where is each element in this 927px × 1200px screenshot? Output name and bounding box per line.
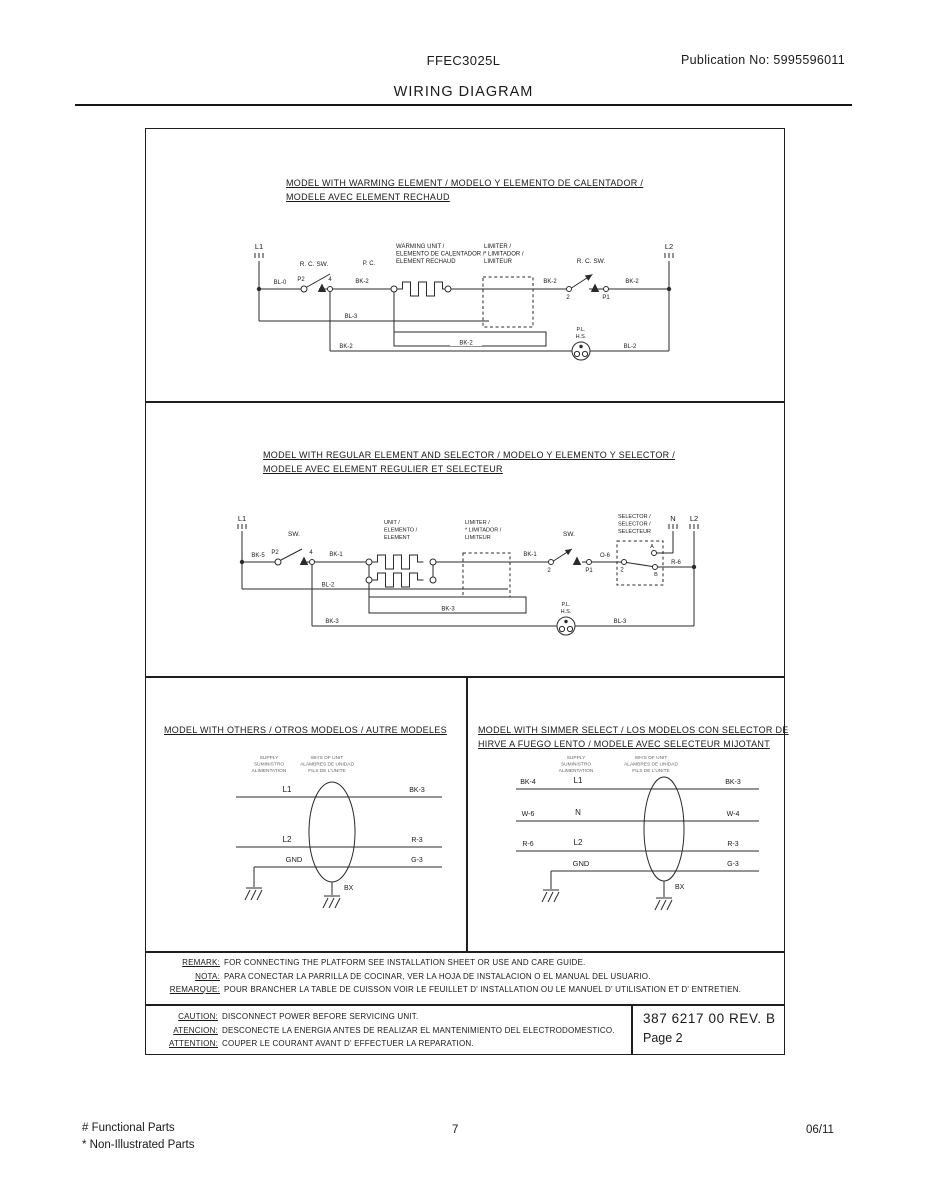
right-switch-blade	[552, 547, 574, 564]
left-switch-blade	[307, 274, 330, 287]
document-number: 387 6217 00 REV. B	[643, 1011, 776, 1026]
unit-label-1: WARMING UNIT /	[396, 244, 445, 250]
remark-line-fr	[156, 983, 776, 997]
lamp-label-1: P.L.	[561, 602, 571, 608]
stack-left-1: SUPPLY	[259, 756, 279, 761]
wire-o6: O-6	[599, 553, 611, 559]
remark-label-es: NOTA:	[195, 971, 220, 981]
terminal-2	[567, 287, 572, 292]
caution-text-fr: COUPER LE COURANT AVANT D' EFFECTUER LA REPARATION.	[222, 1039, 474, 1048]
stack-right-3: FILS DE L'UNITE	[308, 769, 346, 774]
bx-label: BX	[344, 885, 354, 892]
row3-center: L2	[573, 838, 583, 847]
section2-title	[263, 448, 675, 476]
section1-title	[286, 176, 643, 204]
row1-center: L1	[573, 776, 583, 785]
section-divider-1	[146, 401, 784, 403]
selector-contact-a	[652, 551, 657, 556]
remark-label-fr: REMARQUE:	[169, 985, 220, 994]
caution-text-en: DISCONNECT POWER BEFORE SERVICING UNIT.	[222, 1012, 419, 1021]
l2-supply-marks	[690, 524, 698, 529]
contact-b-label: B	[654, 572, 658, 578]
stack-right-1: WH'S OF UNIT	[634, 756, 668, 761]
wire-bl2: BL-2	[623, 344, 637, 350]
wire-bl3: BL-3	[344, 314, 358, 320]
caution-text-es: DESCONECTE LA ENERGIA ANTES DE REALIZAR EL MANTENIMIENTO DEL ELECTRODOMESTICO.	[222, 1025, 615, 1035]
element-terminal-bl	[366, 577, 372, 583]
limiter-label-1: LIMITER /	[465, 520, 490, 526]
footer-date: 06/11	[806, 1124, 834, 1136]
panel-divider	[466, 676, 468, 951]
panel4-title	[478, 723, 789, 751]
remark-text-en: FOR CONNECTING THE PLATFORM SEE INSTALLATION SHEET OR USE AND CARE GUIDE.	[224, 958, 586, 967]
bx-label: BX	[675, 884, 685, 891]
l1-supply-marks	[255, 253, 263, 258]
lamp-label-1: P.L.	[576, 327, 586, 333]
remark-text-fr: POUR BRANCHER LA TABLE DE CUISSON VOIR LE FEUILLET D' INSTALLATION OU LE MANUEL D' UTILISATION ET D' ENTRETIEN.	[224, 985, 742, 994]
caution-label-es: ATENCION:	[173, 1025, 218, 1035]
l1-label: L1	[237, 514, 247, 523]
unit-label-1: UNIT /	[384, 520, 400, 526]
section1-title-line2: MODELE AVEC ELEMENT RECHAUD	[286, 192, 450, 202]
regular-element-schematic	[236, 509, 716, 659]
warming-element-schematic	[246, 237, 686, 392]
terminal-p2	[301, 286, 307, 292]
row2-center: N	[575, 808, 581, 817]
right-switch-label: R. C. SW.	[576, 258, 606, 265]
caution-cell-divider	[631, 1004, 633, 1054]
others-terminal-diagram	[164, 749, 464, 934]
row3-right: G-3	[411, 857, 423, 864]
wire-bk5: BK-5	[251, 553, 265, 559]
row3-right: R-3	[727, 841, 739, 848]
element-terminal-tr	[430, 559, 436, 565]
footer-page-number: 7	[452, 1124, 459, 1136]
remark-text-es: PARA CONECTAR LA PARRILLA DE COCINAR, VER LA HOJA DE INSTALACION O EL MANUAL DEL USUARIO.	[224, 971, 651, 981]
panel4-title-line2: HIRVE A FUEGO LENTO / MODELE AVEC SELECTEUR MIJOTANT	[478, 739, 770, 749]
section-divider-2	[146, 676, 784, 678]
unit-label-3: ELEMENT RECHAUD	[396, 259, 456, 265]
element-row1	[373, 555, 424, 569]
selector-terminal-2-label: 2	[620, 567, 624, 574]
terminal-4-label: 4	[309, 550, 313, 556]
l2-junction	[692, 565, 696, 569]
section2-title-line1: MODEL WITH REGULAR ELEMENT AND SELECTOR / MODELO Y ELEMENTO Y SELECTOR /	[263, 450, 676, 460]
unit-label-2: ELEMENTO /	[384, 527, 418, 534]
element-row2	[373, 573, 424, 587]
footer-note-non-illustrated: * Non-Illustrated Parts	[82, 1139, 195, 1151]
section2-title-line2: MODELE AVEC ELEMENT REGULIER ET SELECTEUR	[263, 464, 503, 474]
left-switch-label: R. C. SW.	[299, 261, 329, 268]
connector-marker-right	[591, 284, 599, 293]
remark-divider	[146, 951, 784, 953]
stack-left-3: ALIMENTATION	[251, 769, 287, 774]
left-switch-label: SW.	[288, 531, 300, 538]
terminal-4-label: 4	[328, 277, 332, 283]
row4-center: GND	[572, 859, 590, 868]
warming-element-symbol	[398, 282, 448, 296]
terminal-p1	[587, 560, 592, 565]
wire-bk2-bottom: BK-2	[339, 344, 353, 350]
terminal-4	[310, 560, 315, 565]
row2-center: L2	[282, 835, 292, 844]
connector-marker-left	[318, 284, 326, 293]
row4-right: G-3	[727, 861, 739, 868]
publication-number: Publication No: 5995596011	[681, 53, 845, 67]
caution-box	[154, 1010, 624, 1051]
element-terminal-left	[391, 286, 397, 292]
wire-bk2-a: BK-2	[355, 279, 369, 285]
element-terminal-right	[445, 286, 451, 292]
connector-marker-right	[573, 557, 581, 566]
wire-bk3-bottom: BK-3	[325, 619, 339, 625]
ground-symbol-bx	[323, 896, 340, 908]
document-page: Page 2	[643, 1031, 683, 1045]
wire-bk2-loop: BK-2	[459, 340, 473, 347]
terminal-p1	[604, 287, 609, 292]
stack-left-1: SUPPLY	[566, 756, 586, 761]
terminal-p1-label: P1	[585, 568, 593, 574]
l1-label: L1	[254, 242, 264, 251]
left-switch-blade	[281, 549, 302, 560]
n-label: N	[670, 514, 676, 523]
connector-marker-left	[300, 557, 308, 566]
selector-blade	[627, 563, 653, 567]
header-rule	[75, 104, 852, 106]
element-terminal-br	[430, 577, 436, 583]
caution-line-en	[154, 1010, 624, 1024]
row3-left: R-6	[522, 841, 534, 848]
row2-left: W-6	[521, 811, 535, 818]
remark-box	[156, 956, 776, 997]
row1-right: BK-3	[725, 779, 741, 786]
wire-bk2-c: BK-2	[625, 279, 639, 285]
limiter-box	[463, 553, 510, 597]
selector-label-3: SELECTEUR	[618, 529, 652, 535]
l2-label: L2	[689, 514, 699, 523]
unit-label-2: ELEMENTO DE CALENTADOR /	[396, 251, 485, 258]
right-switch-blade	[570, 272, 594, 291]
stack-left-2: SUMINISTRO	[560, 762, 592, 768]
caution-line-fr	[154, 1037, 624, 1051]
limiter-label-3: LIMITEUR	[465, 535, 491, 541]
pc-label: P. C.	[362, 261, 376, 267]
terminal-p2-label: P2	[297, 277, 305, 283]
stack-right-2: ALAMBRES DE UNIDAD	[300, 762, 354, 768]
model-number: FFEC3025L	[426, 53, 501, 68]
selector-terminal-2	[622, 560, 627, 565]
wire-bk2-b: BK-2	[543, 279, 557, 285]
terminal-2	[549, 560, 554, 565]
section1-title-line1: MODEL WITH WARMING ELEMENT / MODELO Y ELEMENTO DE CALENTADOR /	[286, 178, 644, 188]
row3-center: GND	[285, 855, 303, 864]
selector-label-2: SELECTOR /	[618, 521, 651, 528]
l2-junction	[667, 287, 671, 291]
panel3-title-line1: MODEL WITH OTHERS / OTROS MODELOS / AUTRE MODELES	[164, 725, 447, 735]
row2-right: R-3	[411, 837, 423, 844]
limiter-label-1: LIMITER /	[484, 244, 512, 250]
caution-divider	[146, 1004, 784, 1006]
wiring-diagram-frame	[145, 128, 789, 1055]
panel4-title-line1: MODEL WITH SIMMER SELECT / LOS MODELOS CON SELECTOR DE	[478, 725, 789, 735]
selector-label-1: SELECTOR /	[618, 514, 651, 520]
row1-center: L1	[282, 785, 292, 794]
ground-symbol-bx	[655, 898, 672, 910]
stack-left-2: SUMINISTRO	[253, 762, 285, 768]
terminal-p2-label: P2	[271, 550, 279, 556]
wire-bl3: BL-3	[613, 619, 627, 625]
l2-supply-marks	[665, 253, 673, 258]
l1-junction	[240, 560, 244, 564]
l1-junction	[257, 287, 261, 291]
right-switch-label: SW.	[563, 531, 575, 538]
contact-a-label: A	[650, 544, 654, 550]
remark-label-en: REMARK:	[182, 958, 220, 967]
hot-surface-lamp	[572, 342, 590, 360]
limiter-label-2: * LIMITADOR /	[484, 251, 524, 258]
l2-label: L2	[664, 242, 674, 251]
row1-left: BK-4	[520, 779, 536, 786]
remark-line-es	[156, 970, 776, 984]
row2-right: W-4	[726, 811, 740, 818]
remark-line-en	[156, 956, 776, 970]
stack-right-3: FILS DE L'UNITE	[632, 769, 670, 774]
wire-bk3-loop: BK-3	[441, 606, 455, 613]
n-supply-marks	[669, 524, 677, 529]
page-title: WIRING DIAGRAM	[393, 84, 534, 100]
terminal-2-label: 2	[566, 295, 570, 301]
footer-notes	[82, 1120, 195, 1154]
wire-bk1-a: BK-1	[329, 552, 343, 558]
selector-contact-b	[653, 565, 658, 570]
element-terminal-tl	[366, 559, 372, 565]
stack-left-3: ALIMENTATION	[558, 769, 594, 774]
lamp-label-2: H.S.	[575, 334, 587, 340]
lamp-label-2: H.S.	[560, 609, 572, 615]
caution-label-en: CAUTION:	[178, 1012, 218, 1021]
terminal-p2	[275, 559, 281, 565]
wire-r6: R-6	[671, 560, 681, 566]
limiter-box	[483, 277, 533, 327]
cable-conduit	[644, 777, 684, 881]
footer-note-functional: # Functional Parts	[82, 1122, 175, 1134]
stack-right-2: ALAMBRES DE UNIDAD	[624, 762, 678, 768]
hot-surface-lamp	[557, 617, 575, 635]
caution-line-es	[154, 1024, 624, 1038]
wire-bk1-b: BK-1	[523, 552, 537, 558]
row1-right: BK-3	[409, 787, 425, 794]
terminal-4	[328, 287, 333, 292]
caution-label-fr: ATTENTION:	[169, 1039, 218, 1048]
ground-symbol-left	[542, 890, 559, 902]
terminal-p1-label: P1	[602, 295, 610, 301]
wire-bl0: BL-0	[273, 280, 287, 286]
simmer-select-terminal-diagram	[481, 749, 781, 934]
unit-label-3: ELEMENT	[384, 535, 410, 541]
limiter-label-2: * LIMITADOR /	[465, 527, 502, 534]
panel3-title	[164, 723, 447, 737]
l1-supply-marks	[238, 524, 246, 529]
stack-right-1: WH'S OF UNIT	[310, 756, 344, 761]
limiter-label-3: LIMITEUR	[484, 259, 513, 265]
ground-symbol-left	[245, 888, 262, 900]
wire-bl2: BL-2	[321, 582, 335, 589]
terminal-2-label: 2	[547, 568, 551, 574]
